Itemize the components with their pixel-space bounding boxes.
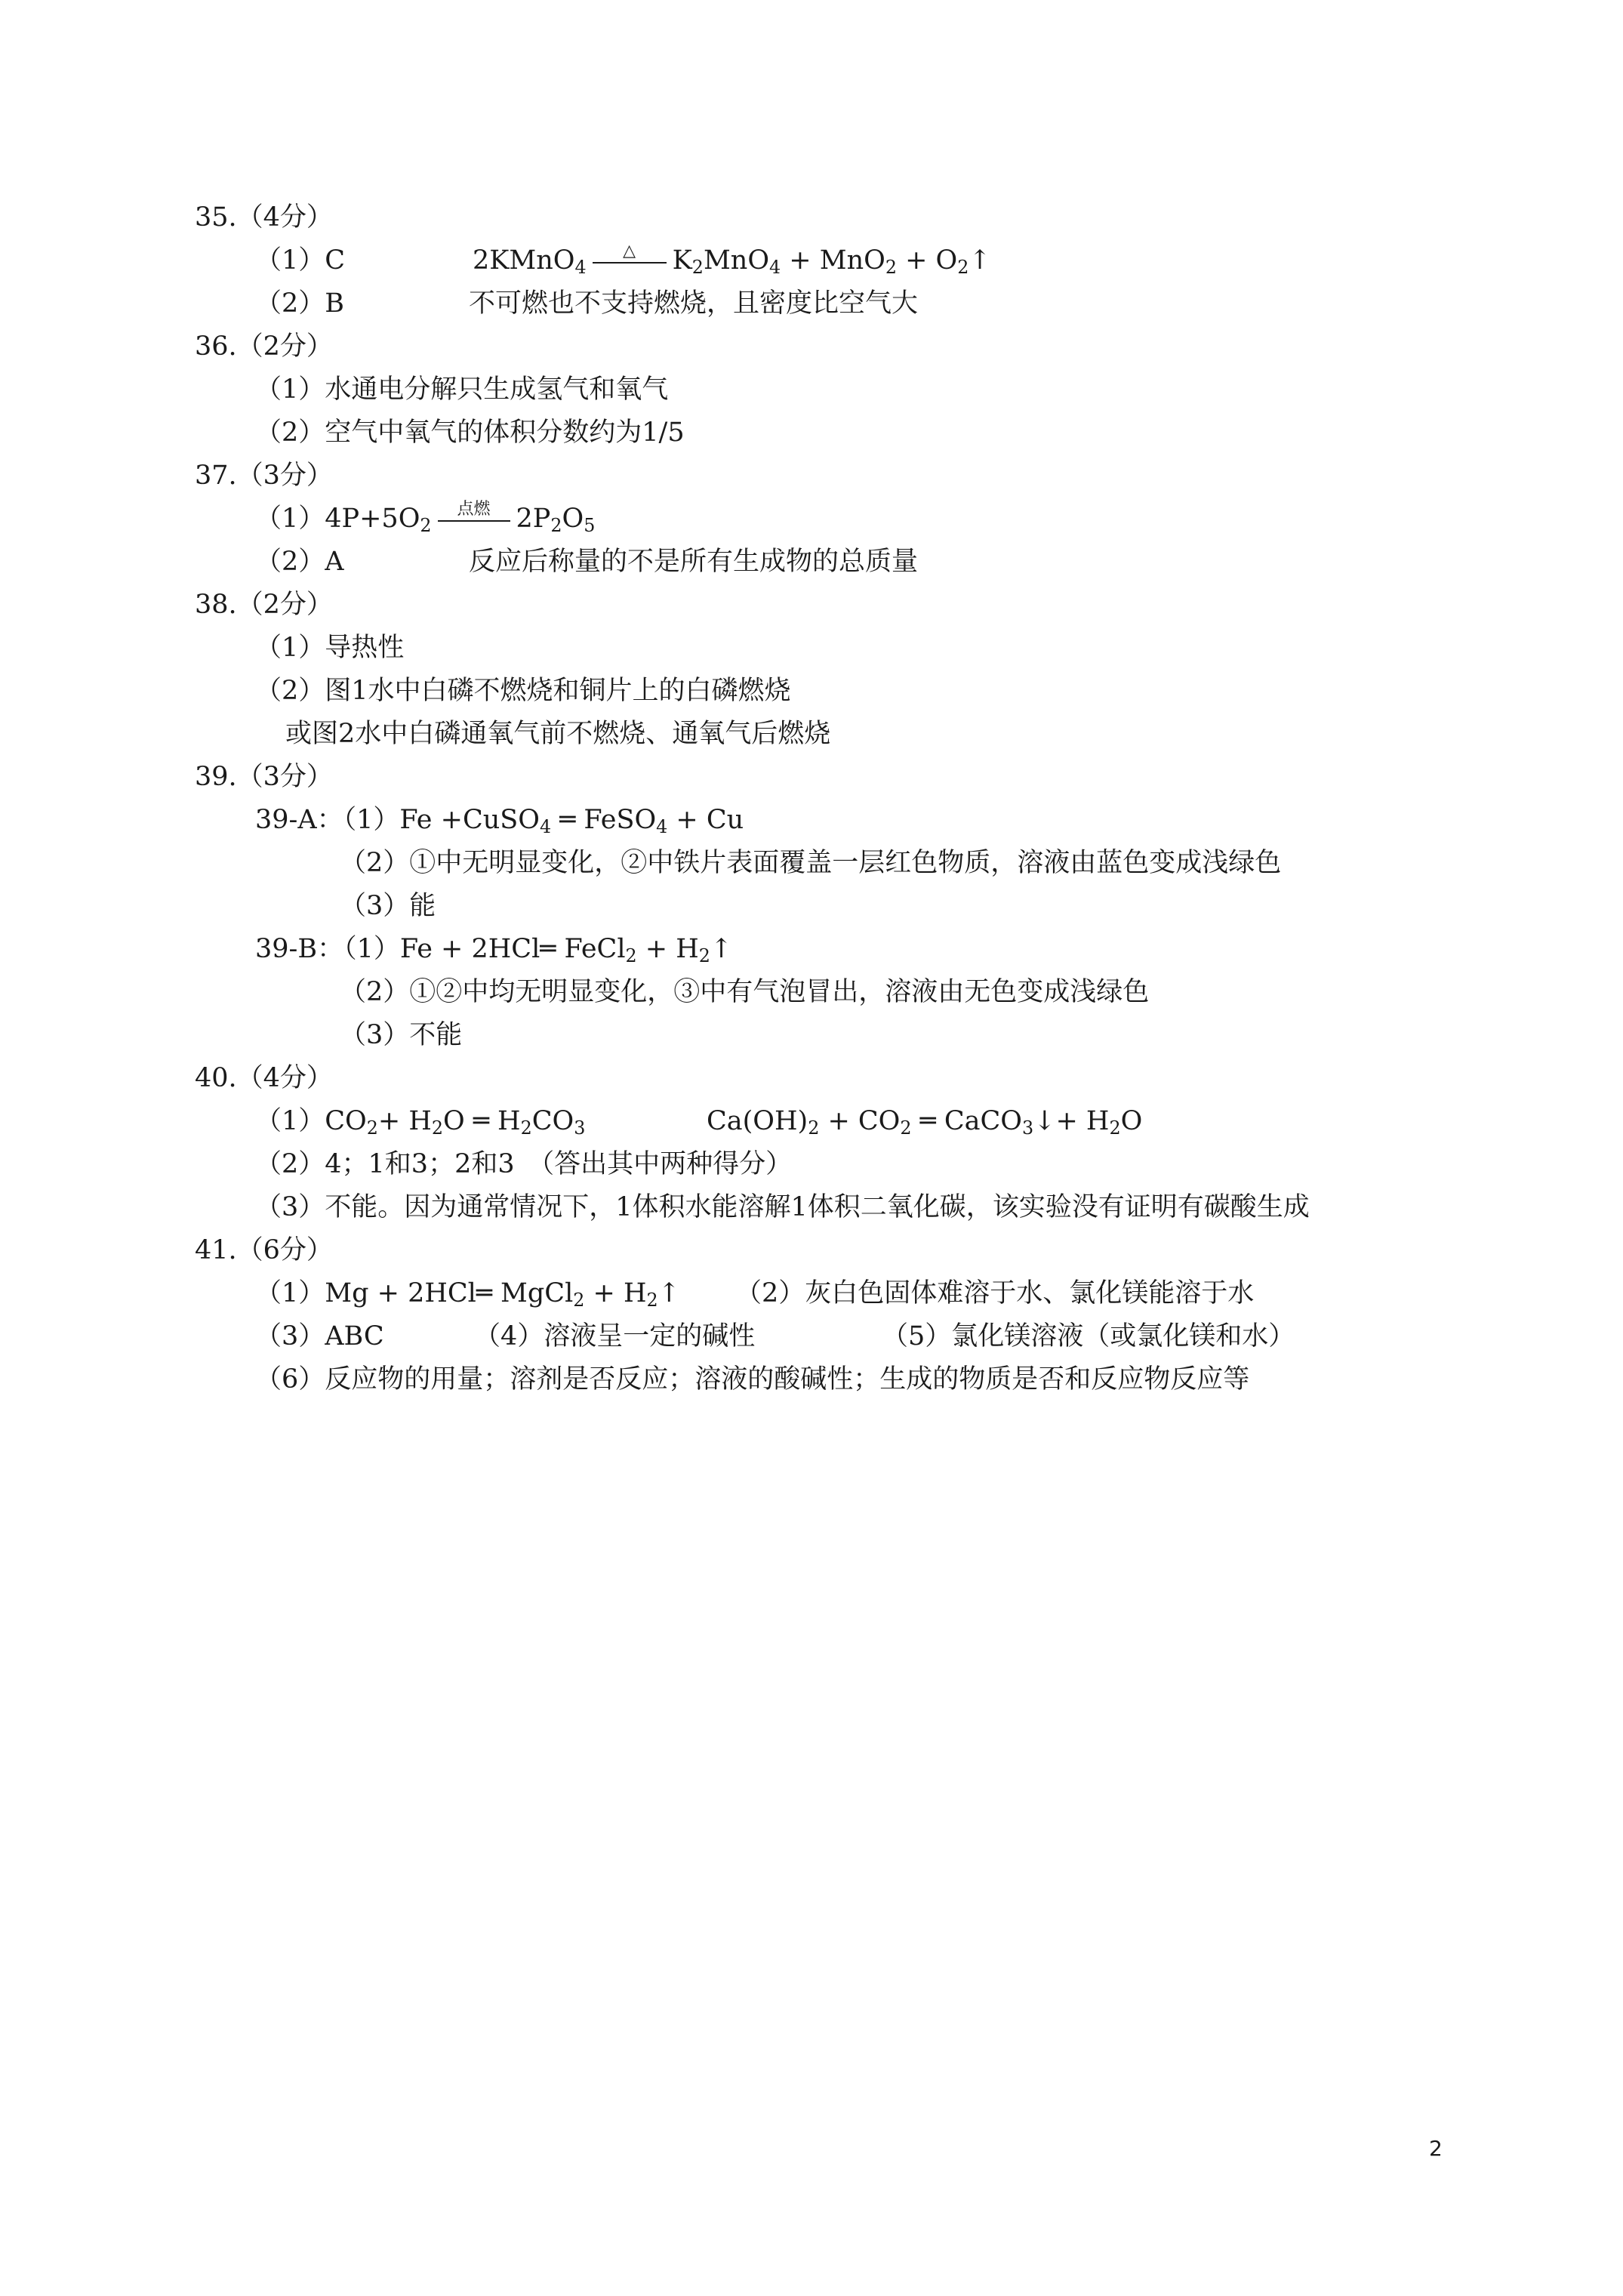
q38-line3: 或图2水中白磷通氧气前不燃烧、通氧气后燃烧 [285,719,831,749]
q36-header: 36.（2分） [195,331,333,362]
q38-line1: （1）导热性 [255,633,405,663]
q40-line3: （3）不能。因为通常情况下，1体积水能溶解1体积二氧化碳，该实验没有证明有碳酸生成 [255,1192,1310,1222]
q40-header: 40.（4分） [195,1063,333,1093]
q41-l1a: （1）Mg + 2HCl═ MgCl$_2$ + $H_2↑$ [255,1278,680,1311]
q39-b-line2: （2）①②中均无明显变化，③中有气泡冒出，溶液由无色变成浅绿色 [340,977,1150,1007]
ignite-condition-arrow: 点燃 [438,498,510,540]
q40-eq2: $Ca(OH)_2 + CO_2$ ═ CaCO$_3$↓+ $H_2O$ [707,1106,1143,1139]
q38-header: 38.（2分） [195,590,333,620]
q35-line2 [255,282,919,325]
q37-l1-num: （1） [255,504,325,534]
q35-header: 35.（4分） [195,202,333,233]
q37-line2 [255,541,919,583]
q37-l2-text: 反应后称量的不是所有生成物的总质量 [469,547,919,577]
q40-line1 [255,1100,1143,1142]
q40-eq1: $(1)CO_2+ H_2O$ ═ $H_2CO_3$ [255,1106,586,1139]
q37-line1 [255,498,595,540]
q37-equation: $4P+5O_2$ 点燃 $2P_2O_5$ [325,504,595,534]
q41-l2c: （5）氯化镁溶液（或氯化镁和水） [882,1321,1295,1351]
q39-b-line3: （3）不能 [340,1020,463,1050]
q41-l2b: （4）溶液呈一定的碱性 [474,1321,756,1351]
q39-a-line2: （2）①中无明显变化，②中铁片表面覆盖一层红色物质，溶液由蓝色变成浅绿色 [340,848,1282,878]
q39-a-line1: 39-A：（1）Fe +CuSO$_4$ ═ FeSO$_4$ + Cu [255,805,744,837]
q37-l2-num: （2）A [255,547,344,577]
q41-l1b: （2）灰白色固体难溶于水、氯化镁能溶于水 [735,1278,1255,1308]
q41-l2a: （3）ABC [255,1321,384,1351]
q39-a-line3: （3）能 [340,891,436,921]
q41-line3: （6）反应物的用量；溶剂是否反应；溶液的酸碱性；生成的物质是否和反应物反应等 [255,1364,1250,1395]
q39-b-line1: 39-B：（1）Fe + 2HCl═ FeCl$_2$ + $H_2↑$ [255,934,733,966]
q41-line2 [255,1315,1295,1358]
q38-line2: （2）图1水中白磷不燃烧和铜片上的白磷燃烧 [255,676,791,706]
q37-header: 37.（3分） [195,461,333,491]
q35-equation: 2KMnO$_4$ △ $K_2MnO_4 + MnO_2$ + $O_2↑$ [473,239,991,282]
q36-line2: （2）空气中氧气的体积分数约为1/5 [255,418,685,448]
q39-header: 39.（3分） [195,762,333,792]
q35-l2-text: 不可燃也不支持燃烧，且密度比空气大 [469,288,919,319]
q35-line1 [255,239,991,282]
q40-line2: （2）4；1和3；2和3 （答出其中两种得分） [255,1149,793,1179]
q36-line1: （1）水通电分解只生成氢气和氧气 [255,374,669,405]
heat-condition-arrow: △ [593,239,667,282]
page-number: 2 [1429,2136,1443,2161]
q35-l1-num: （1）C [255,245,346,276]
q41-line1 [255,1272,1255,1314]
q35-l2-num: （2）B [255,288,344,319]
q41-header: 41.（6分） [195,1235,333,1265]
